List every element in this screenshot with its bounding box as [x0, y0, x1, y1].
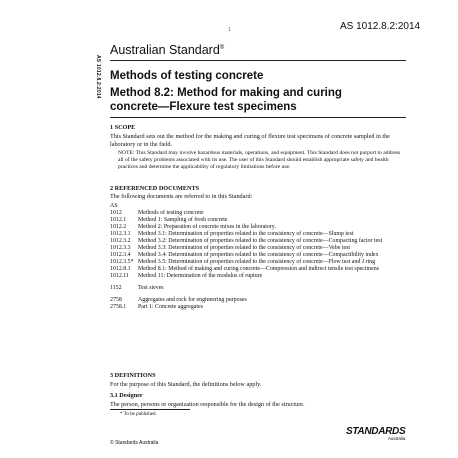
ref-title: Method 11: Determination of the modulus of rupture	[138, 273, 263, 279]
ref-title: Method 8.1: Method of making and curing concrete—Compression and indirect tensile test specimens	[138, 266, 379, 272]
list-item	[110, 245, 410, 252]
ref-code: 1012.8.1	[110, 266, 131, 272]
ref-code: 1012.3.2	[110, 238, 131, 244]
list-item	[110, 273, 410, 280]
ref-title: Method 1: Sampling of fresh concrete	[138, 217, 228, 223]
ref-code: 1012.3.1	[110, 231, 131, 237]
section-heading-scope: 1 SCOPE	[110, 124, 136, 131]
list-item	[110, 210, 410, 217]
list-item	[110, 224, 410, 231]
ref-title: Aggregates and rock for engineering purposes	[138, 297, 247, 303]
list-item	[110, 304, 410, 311]
header-rule	[110, 60, 406, 61]
list-item	[110, 266, 410, 273]
ref-title: Method 3.2: Determination of properties related to the consistency of concrete—Compacting factor test	[138, 238, 383, 244]
ref-code: 1012.3.5*	[110, 259, 134, 265]
referenced-intro: The following documents are referred to in this Standard:	[110, 193, 253, 200]
ref-title: Method 3.4: Determination of properties related to the consistency of concrete—Compactibility index	[138, 252, 379, 258]
brand-name: Australian Standard	[110, 43, 220, 57]
ref-code: AS	[110, 203, 118, 209]
copyright: © Standards Australia	[110, 440, 159, 446]
footnote: * To be published.	[120, 412, 157, 417]
ref-code: 1012.3.3	[110, 245, 131, 251]
page-number: 1	[228, 27, 231, 33]
ref-title	[138, 203, 410, 210]
ref-title: Methods of testing concrete	[138, 210, 204, 216]
ref-title: Method 3.3: Determination of properties related to the consistency of concrete—Vebe test	[138, 245, 350, 251]
standards-australia-logo	[346, 426, 405, 441]
list-item	[110, 285, 410, 292]
ref-title: Part 1: Concrete aggregates	[138, 304, 203, 310]
brand-title	[110, 43, 224, 57]
document-title: Methods of testing concrete	[110, 70, 264, 82]
scope-text: This Standard sets out the method for the making and curing of flexure test specimens of concrete sampled in the laboratory or in the field.	[110, 133, 390, 148]
section-heading-definitions: 3 DEFINITIONS	[110, 372, 156, 379]
ref-title: Method 2: Preparation of concrete mixes in the laboratory.	[138, 224, 276, 230]
ref-title: Method 3.5: Determination of properties related to the consistency of concrete—Flow test and J ring	[138, 259, 376, 265]
logo-name: STANDARDS	[346, 426, 406, 437]
ref-code: 1012	[110, 210, 122, 216]
title-rule	[110, 117, 406, 118]
ref-code: 2758	[110, 297, 122, 303]
scope-note: NOTE: This Standard may involve hazardous materials, operations, and equipment. This Standard does not purport to address all of the safety problems associated with its use. The user of this Standard should establish appropriate safety and health practices and determine the applicability of regulatory limitations before use.	[118, 150, 401, 170]
list-item	[110, 259, 410, 266]
method-title: Method 8.2: Method for making and curing concrete—Flexure test specimens	[110, 87, 342, 113]
list-item	[110, 252, 410, 259]
list-item	[110, 203, 410, 210]
registered-mark: ®	[219, 44, 225, 51]
list-item	[110, 297, 410, 304]
logo-subtitle: Australia	[387, 436, 406, 441]
definitions-intro: For the purpose of this Standard, the definitions below apply.	[110, 381, 262, 388]
ref-code: 1152	[110, 285, 122, 291]
section-heading-referenced: 2 REFERENCED DOCUMENTS	[110, 185, 200, 192]
list-item	[110, 231, 410, 238]
list-item	[110, 217, 410, 224]
definition-heading-designer: 3.1 Designer	[110, 392, 143, 399]
ref-code: 1012.1	[110, 217, 127, 223]
definition-text-designer: The person, persons or organization responsible for the design of the structure.	[110, 401, 305, 408]
referenced-list	[110, 203, 410, 311]
ref-code: 2758.1	[110, 304, 127, 310]
ref-code: 1012.3.4	[110, 252, 131, 258]
side-document-id: AS 1012.8.2:2014	[95, 55, 101, 99]
ref-title: Test sieves	[138, 285, 164, 291]
document-id: AS 1012.8.2:2014	[340, 21, 421, 32]
ref-code: 1012.11	[110, 273, 129, 279]
ref-title: Method 3.1: Determination of properties related to the consistency of concrete—Slump test	[138, 231, 354, 237]
ref-code: 1012.2	[110, 224, 127, 230]
footnote-rule	[110, 409, 190, 410]
list-item	[110, 238, 410, 245]
